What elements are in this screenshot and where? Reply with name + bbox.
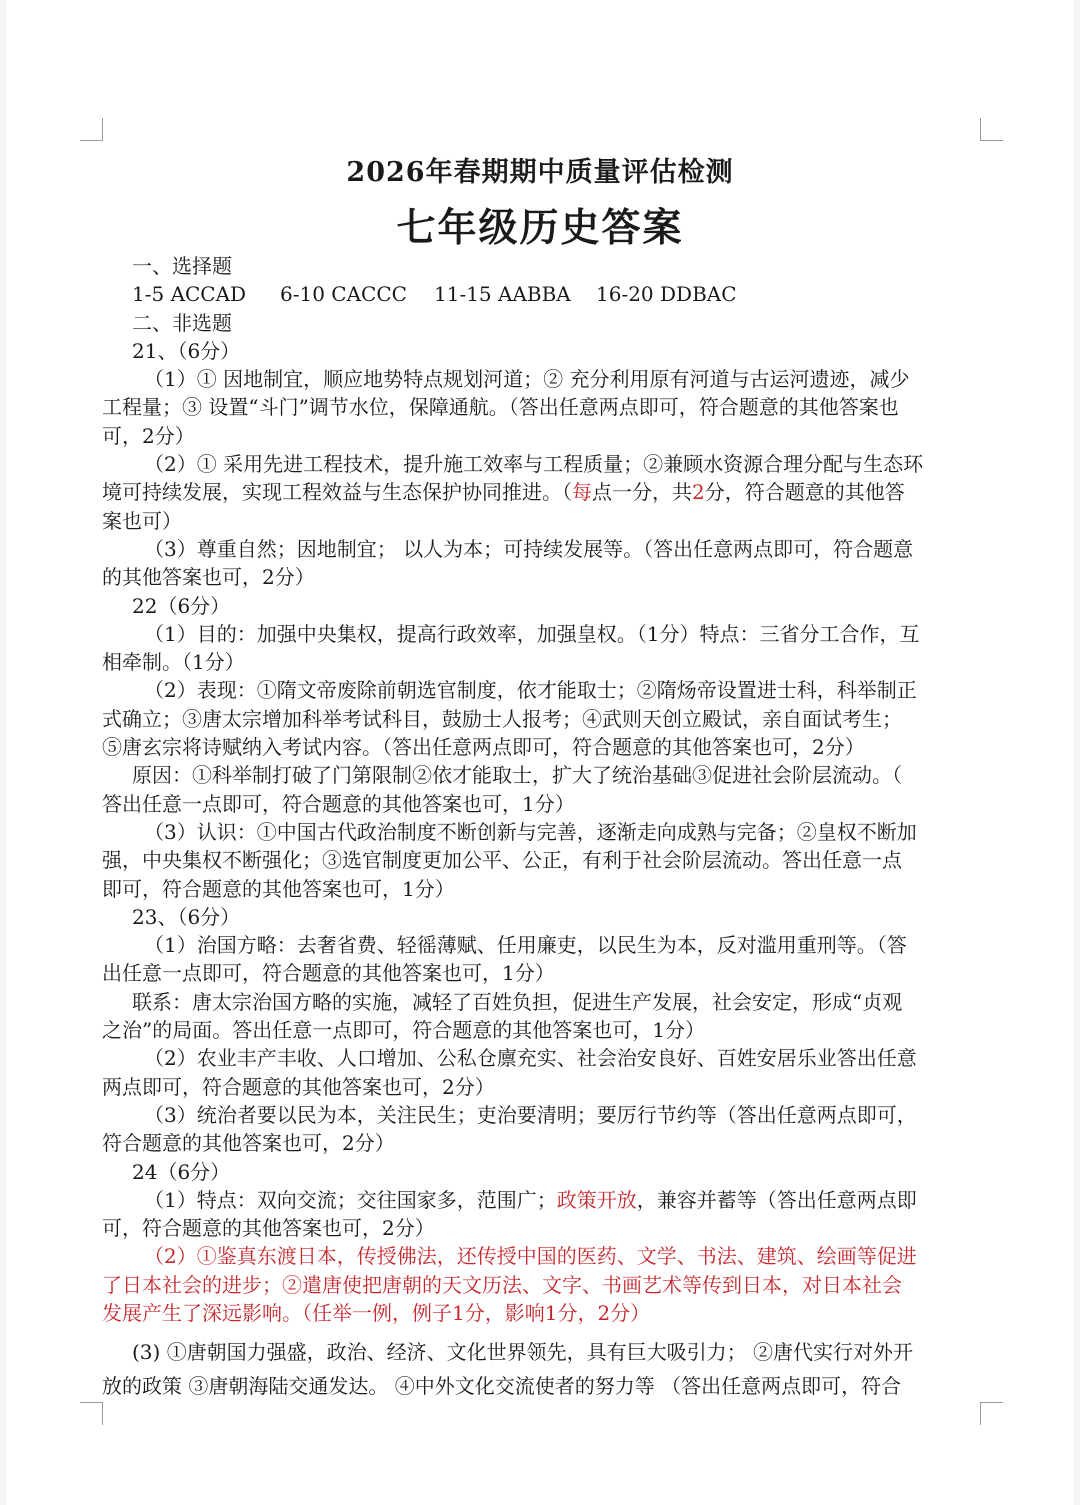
answer-line: 案也可） <box>102 508 182 533</box>
answer-line: (3) ①唐朝国力强盛，政治、经济、文化世界领先，具有巨大吸引力； ②唐代实行对外开 <box>132 1340 914 1365</box>
answer-line: 之治”的局面。答出任意一点即可，符合题意的其他答案也可，1分） <box>102 1018 705 1043</box>
question-heading: 23、（6分） <box>132 904 241 929</box>
answer-text: 境可持续发展，实现工程效益与生态保护协同推进。（ <box>102 480 572 505</box>
answer-line: 可，2分） <box>102 423 195 448</box>
answer-line: （1）治国方略：去奢省费、轻徭薄赋、任用廉吏，以民生为本，反对滥用重刑等。（答 <box>144 933 907 958</box>
mcq-answer-group: 11-15 AABBA <box>434 282 571 307</box>
crop-mark-bottom-right <box>980 1402 1003 1425</box>
document-title: 2026年春期期中质量评估检测 <box>346 157 734 188</box>
highlight-text: 政策开放 <box>556 1187 637 1212</box>
answer-line: （3）尊重自然；因地制宜； 以人为本；可持续发展等。（答出任意两点即可，符合题意 <box>144 536 914 561</box>
answer-line: 符合题意的其他答案也可，2分） <box>102 1131 395 1156</box>
answer-line: 可，符合题意的其他答案也可，2分） <box>102 1216 435 1241</box>
crop-mark-bottom-left <box>80 1402 103 1425</box>
mcq-answer-group: 16-20 DDBAC <box>596 282 737 307</box>
answer-line: 即可，符合题意的其他答案也可，1分） <box>102 876 455 901</box>
crop-mark-top-left <box>80 118 103 141</box>
answer-line: 两点即可，符合题意的其他答案也可，2分） <box>102 1074 495 1099</box>
answer-text: ，兼容并蓄等（答出任意两点即 <box>636 1187 917 1212</box>
answer-line: 强，中央集权不断强化；③选官制度更加公平、公正，有利于社会阶层流动。答出任意一点 <box>102 848 902 873</box>
question-heading: 21、（6分） <box>132 338 241 363</box>
answer-content <box>102 252 978 1403</box>
answer-text: 点一分，共 <box>592 480 692 505</box>
answer-line: 放的政策 ③唐朝海陆交通发达。 ④中外文化交流使者的努力等 （答出任意两点即可，符合 <box>102 1374 902 1399</box>
answer-line: 相牵制。（1分） <box>102 650 245 675</box>
answer-line: （1）目的：加强中央集权，提高行政效率，加强皇权。（1分）特点：三省分工合作，互 <box>144 621 920 646</box>
answer-line: （2）农业丰产丰收、人口增加、公私仓廪充实、社会治安良好、百姓安居乐业答出任意 <box>144 1046 917 1071</box>
answer-line: （3）认识：①中国古代政治制度不断创新与完善，逐渐走向成熟与完备；②皇权不断加 <box>144 819 917 844</box>
section-heading: 二、非选题 <box>132 310 232 335</box>
crop-mark-top-right <box>980 118 1003 141</box>
answer-text: 分，符合题意的其他答 <box>704 480 905 505</box>
answer-line-highlight: （2）①鉴真东渡日本，传授佛法，还传授中国的医药、文学、书法、建筑、绘画等促进 <box>144 1244 917 1269</box>
answer-line-highlight: 了日本社会的进步；②遣唐使把唐朝的天文历法、文字、书画艺术等传到日本，对日本社会 <box>102 1272 902 1297</box>
answer-text: （1）特点：双向交流；交往国家多，范围广； <box>144 1187 557 1212</box>
question-heading: 24（6分） <box>132 1159 231 1184</box>
answer-line: 原因：①科举制打破了门第限制②依才能取士，扩大了统治基础③促进社会阶层流动。（ <box>132 763 902 788</box>
answer-line: （2）表现：①隋文帝废除前朝选官制度，依才能取士；②隋炀帝设置进士科，科举制正 <box>144 678 917 703</box>
answer-line <box>102 1186 978 1214</box>
document-subtitle: 七年级历史答案 <box>396 205 684 251</box>
mcq-answer-group: 6-10 CACCC <box>280 282 407 307</box>
highlight-text: 每 <box>572 480 592 505</box>
section-heading: 一、选择题 <box>132 254 232 278</box>
mcq-answers <box>102 280 978 308</box>
question-heading: 22（6分） <box>132 593 231 618</box>
answer-line: ⑤唐玄宗将诗赋纳入考试内容。（答出任意两点即可，符合题意的其他答案也可，2分） <box>102 735 865 760</box>
answer-line: 联系：唐太宗治国方略的实施，减轻了百姓负担，促进生产发展，社会安定，形成“贞观 <box>132 989 903 1014</box>
answer-line: （2）① 采用先进工程技术，提升施工效率与工程质量；②兼顾水资源合理分配与生态环 <box>144 452 924 477</box>
answer-line <box>102 478 978 506</box>
mcq-answer-group: 1-5 ACCAD <box>132 282 247 307</box>
answer-line: 的其他答案也可，2分） <box>102 565 315 590</box>
answer-line: （1）① 因地制宜，顺应地势特点规划河道；② 充分利用原有河道与古运河遗迹，减少 <box>144 367 910 392</box>
answer-line: 工程量；③ 设置“斗门”调节水位，保障通航。（答出任意两点即可，符合题意的其他答案也 <box>102 395 899 420</box>
highlight-text: 2 <box>692 480 705 505</box>
answer-line: 出任意一点即可，符合题意的其他答案也可，1分） <box>102 961 555 986</box>
answer-line: （3）统治者要以民为本，关注民生；吏治要清明；要厉行节约等（答出任意两点即可， <box>144 1102 917 1127</box>
answer-line: 答出任意一点即可，符合题意的其他答案也可，1分） <box>102 791 575 816</box>
answer-line-highlight: 发展产生了深远影响。（任举一例，例子1分，影响1分，2分） <box>102 1300 651 1325</box>
answer-line: 式确立；③唐太宗增加科举考试科目，鼓励士人报考；④武则天创立殿试，亲自面试考生； <box>102 706 902 731</box>
